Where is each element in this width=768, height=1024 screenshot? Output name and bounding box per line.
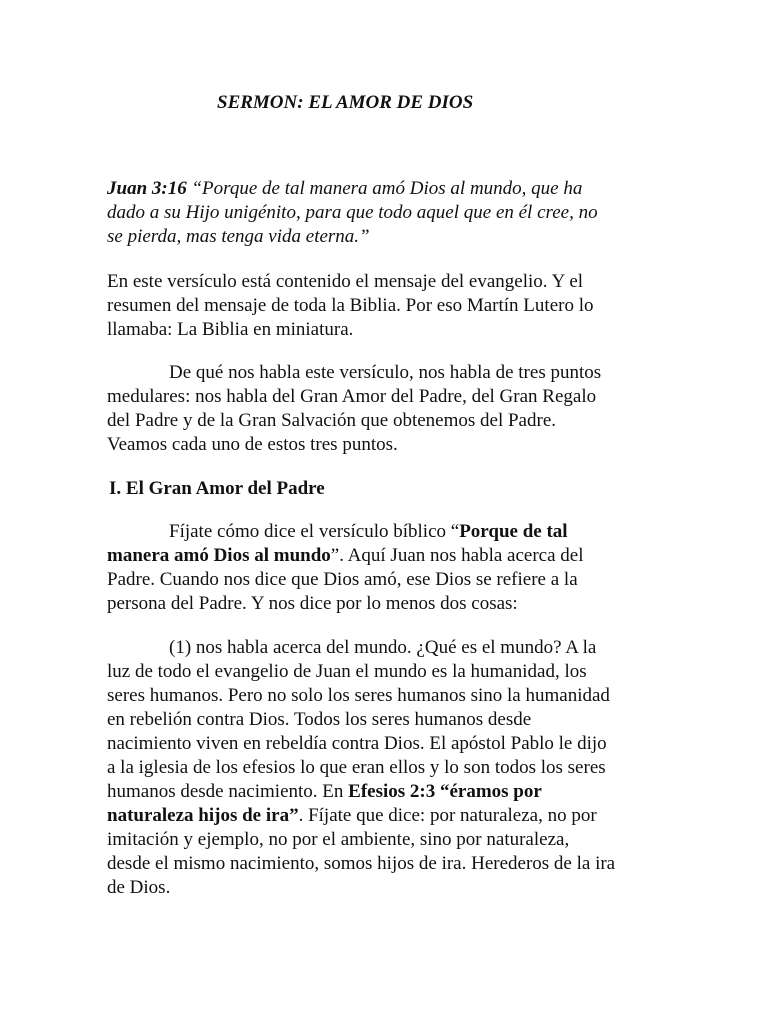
verse-analysis-paragraph (107, 520, 652, 616)
bold-quote: manera amó Dios al mundo (107, 545, 331, 566)
paragraph-line: del Padre y de la Gran Salvación que obtenemos del Padre. (107, 410, 556, 431)
paragraph-line: Veamos cada uno de estos tres puntos. (107, 434, 398, 455)
bold-reference: Efesios 2:3 “éramos por (348, 781, 542, 802)
paragraph-line: seres humanos. Pero no solo los seres humanos sino la humanidad (107, 685, 610, 706)
paragraph-line: medulares: nos habla del Gran Amor del Padre, del Gran Regalo (107, 386, 597, 407)
paragraph-line: luz de todo el evangelio de Juan el mundo es la humanidad, los (107, 661, 587, 682)
paragraph-line: en rebelión contra Dios. Todos los seres humanos desde (107, 709, 532, 730)
paragraph-line: Padre. Cuando nos dice que Dios amó, ese Dios se refiere a la (107, 569, 578, 590)
bold-reference: naturaleza hijos de ira” (107, 805, 299, 826)
paragraph-line: de Dios. (107, 877, 171, 898)
paragraph-line: persona del Padre. Y nos dice por lo menos dos cosas: (107, 593, 518, 614)
world-paragraph (107, 636, 652, 900)
intro-paragraph (107, 270, 652, 342)
bold-quote: Porque de tal (459, 521, 568, 542)
paragraph-line: resumen del mensaje de toda la Biblia. Por eso Martín Lutero lo (107, 295, 594, 316)
paragraph-line: De qué nos habla este versículo, nos habla de tres puntos (169, 362, 602, 383)
paragraph-line: desde el mismo nacimiento, somos hijos de ira. Herederos de la ira (107, 853, 616, 874)
verse-line: Juan 3:16 “Porque de tal manera amó Dios al mundo, que ha (107, 178, 583, 199)
paragraph-line: imitación y ejemplo, no por el ambiente, sino por naturaleza, (107, 829, 570, 850)
paragraph-line: a la iglesia de los efesios lo que eran ellos y lo son todos los seres (107, 757, 606, 778)
paragraph-line: Fíjate cómo dice el versículo bíblico “Porque de tal (169, 521, 568, 542)
section-heading: I. El Gran Amor del Padre (109, 478, 325, 499)
paragraph-line: nacimiento viven en rebeldía contra Dios. El apóstol Pablo le dijo (107, 733, 607, 754)
verse-reference: Juan 3:16 (107, 178, 187, 199)
verse-line: dado a su Hijo unigénito, para que todo aquel que en él cree, no (107, 202, 598, 223)
three-points-paragraph (107, 361, 652, 457)
paragraph-line: (1) nos habla acerca del mundo. ¿Qué es el mundo? A la (169, 637, 597, 658)
paragraph-line: manera amó Dios al mundo”. Aquí Juan nos habla acerca del (107, 545, 584, 566)
verse-line: se pierda, mas tenga vida eterna.” (107, 226, 370, 247)
verse-paragraph (107, 177, 652, 249)
paragraph-line: naturaleza hijos de ira”. Fíjate que dice: por naturaleza, no por (107, 805, 597, 826)
paragraph-line: En este versículo está contenido el mensaje del evangelio. Y el (107, 271, 584, 292)
paragraph-line: llamaba: La Biblia en miniatura. (107, 319, 354, 340)
sermon-title: SERMON: EL AMOR DE DIOS (217, 92, 474, 113)
paragraph-line: humanos desde nacimiento. En Efesios 2:3 “éramos por (107, 781, 542, 802)
